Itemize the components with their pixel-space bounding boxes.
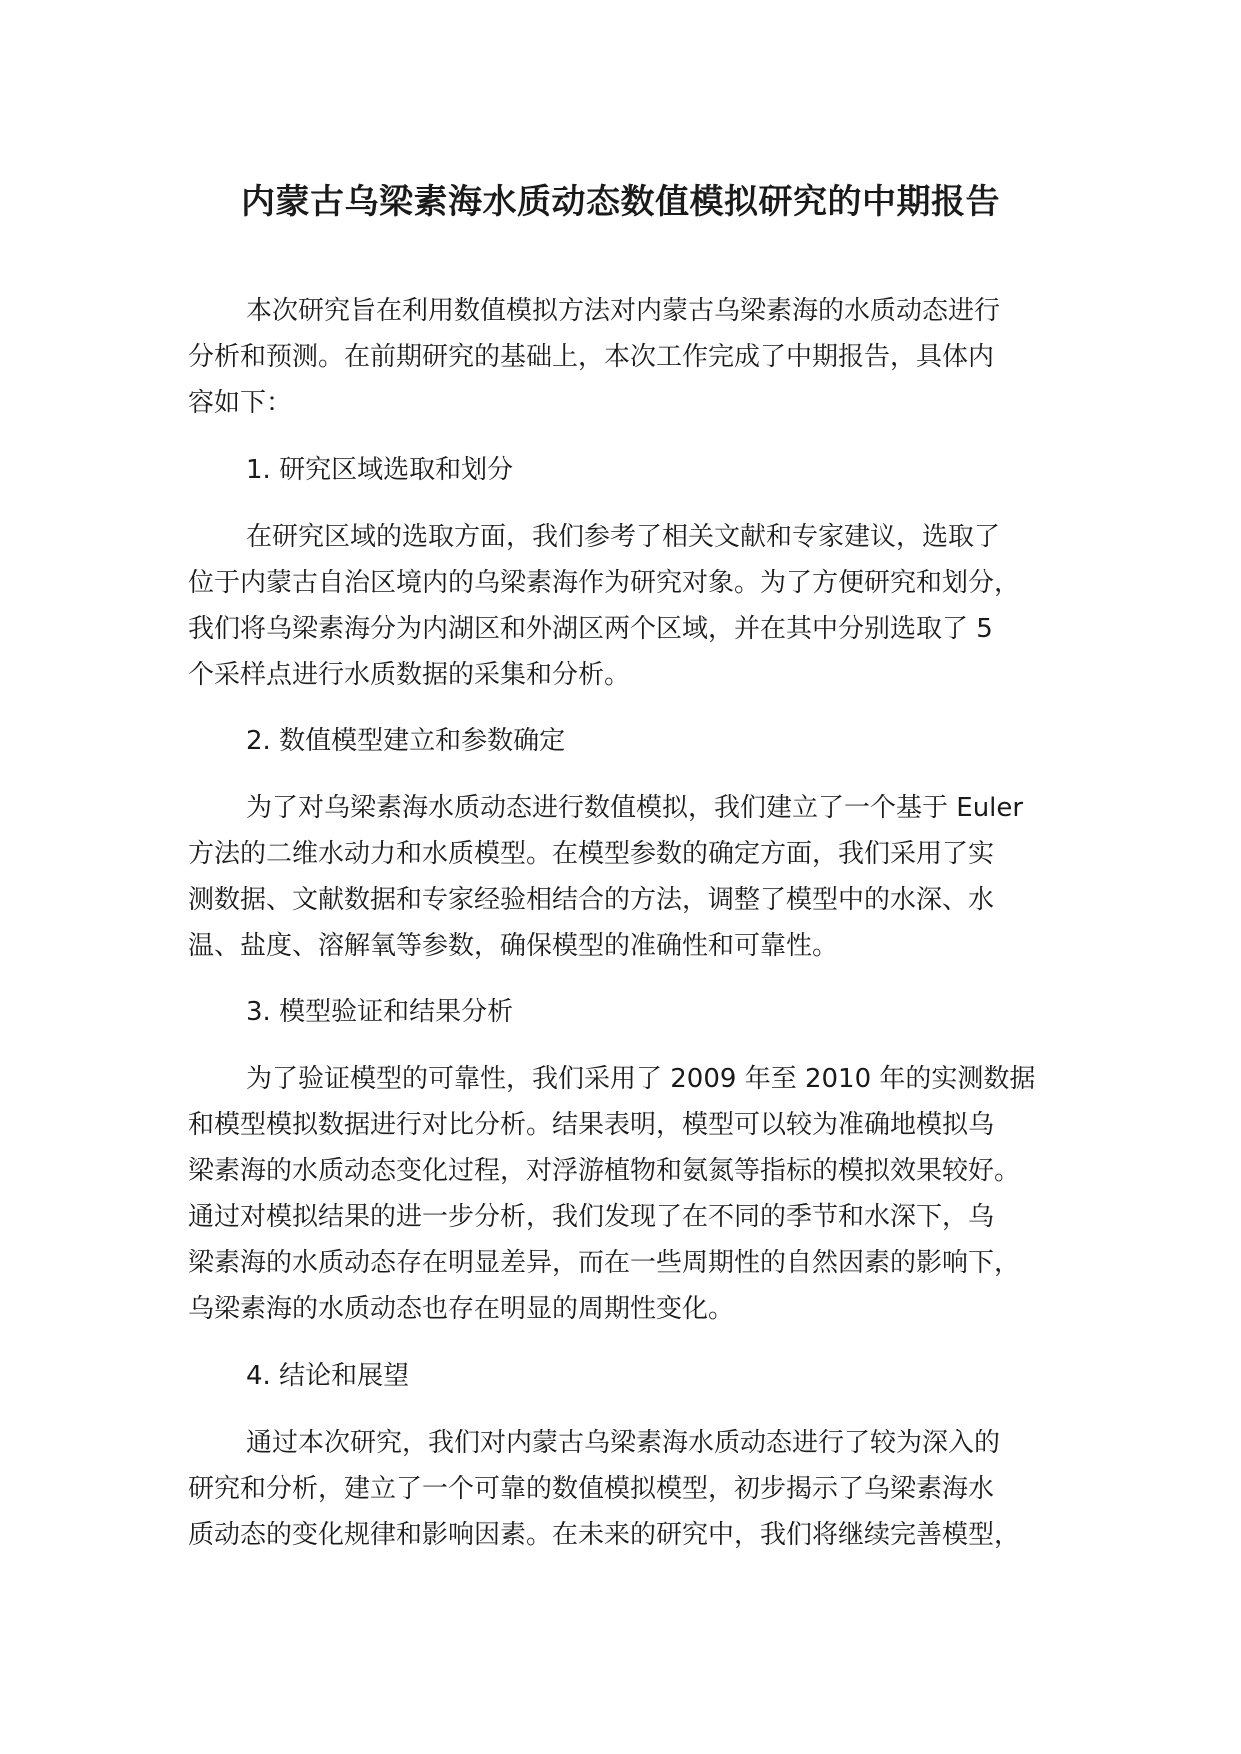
paragraph-line: 通过对模拟结果的进一步分析，我们发现了在不同的季节和水深下，乌 — [188, 1202, 995, 1232]
paragraph-line: 测数据、文献数据和专家经验相结合的方法，调整了模型中的水深、水 — [188, 885, 995, 915]
paragraph-line: 为了对乌梁素海水质动态进行数值模拟，我们建立了一个基于 Euler — [246, 793, 1024, 823]
section-heading-4: 4. 结论和展望 — [246, 1361, 410, 1391]
section-heading-3: 3. 模型验证和结果分析 — [246, 997, 514, 1027]
paragraph-line: 温、盐度、溶解氧等参数，确保模型的准确性和可靠性。 — [188, 931, 839, 961]
section-heading-2: 2. 数值模型建立和参数确定 — [246, 726, 566, 756]
paragraph-line: 梁素海的水质动态存在明显差异，而在一些周期性的自然因素的影响下， — [188, 1248, 1021, 1278]
paragraph-line: 分析和预测。在前期研究的基础上，本次工作完成了中期报告，具体内 — [188, 342, 995, 372]
paragraph-line: 在研究区域的选取方面，我们参考了相关文献和专家建议，选取了 — [246, 522, 1001, 552]
paragraph-line: 乌梁素海的水质动态也存在明显的周期性变化。 — [188, 1294, 735, 1324]
paragraph-line: 通过本次研究，我们对内蒙古乌梁素海水质动态进行了较为深入的 — [246, 1428, 1001, 1458]
document-title: 内蒙古乌梁素海水质动态数值模拟研究的中期报告 — [241, 182, 1000, 222]
paragraph-line: 研究和分析，建立了一个可靠的数值模拟模型，初步揭示了乌梁素海水 — [188, 1474, 995, 1504]
paragraph-line: 本次研究旨在利用数值模拟方法对内蒙古乌梁素海的水质动态进行 — [246, 296, 1001, 326]
paragraph-line: 方法的二维水动力和水质模型。在模型参数的确定方面，我们采用了实 — [188, 839, 995, 869]
paragraph-line: 容如下： — [188, 388, 293, 418]
paragraph-line: 位于内蒙古自治区境内的乌梁素海作为研究对象。为了方便研究和划分， — [188, 568, 1021, 598]
paragraph-line: 梁素海的水质动态变化过程，对浮游植物和氨氮等指标的模拟效果较好。 — [188, 1156, 1021, 1186]
paragraph-line: 质动态的变化规律和影响因素。在未来的研究中，我们将继续完善模型， — [188, 1520, 1021, 1550]
paragraph-line: 个采样点进行水质数据的采集和分析。 — [188, 660, 631, 690]
paragraph-line: 我们将乌梁素海分为内湖区和外湖区两个区域，并在其中分别选取了 5 — [188, 614, 993, 644]
paragraph-line: 和模型模拟数据进行对比分析。结果表明，模型可以较为准确地模拟乌 — [188, 1110, 995, 1140]
paragraph-line: 为了验证模型的可靠性，我们采用了 2009 年至 2010 年的实测数据 — [246, 1064, 1036, 1094]
section-heading-1: 1. 研究区域选取和划分 — [246, 455, 514, 485]
